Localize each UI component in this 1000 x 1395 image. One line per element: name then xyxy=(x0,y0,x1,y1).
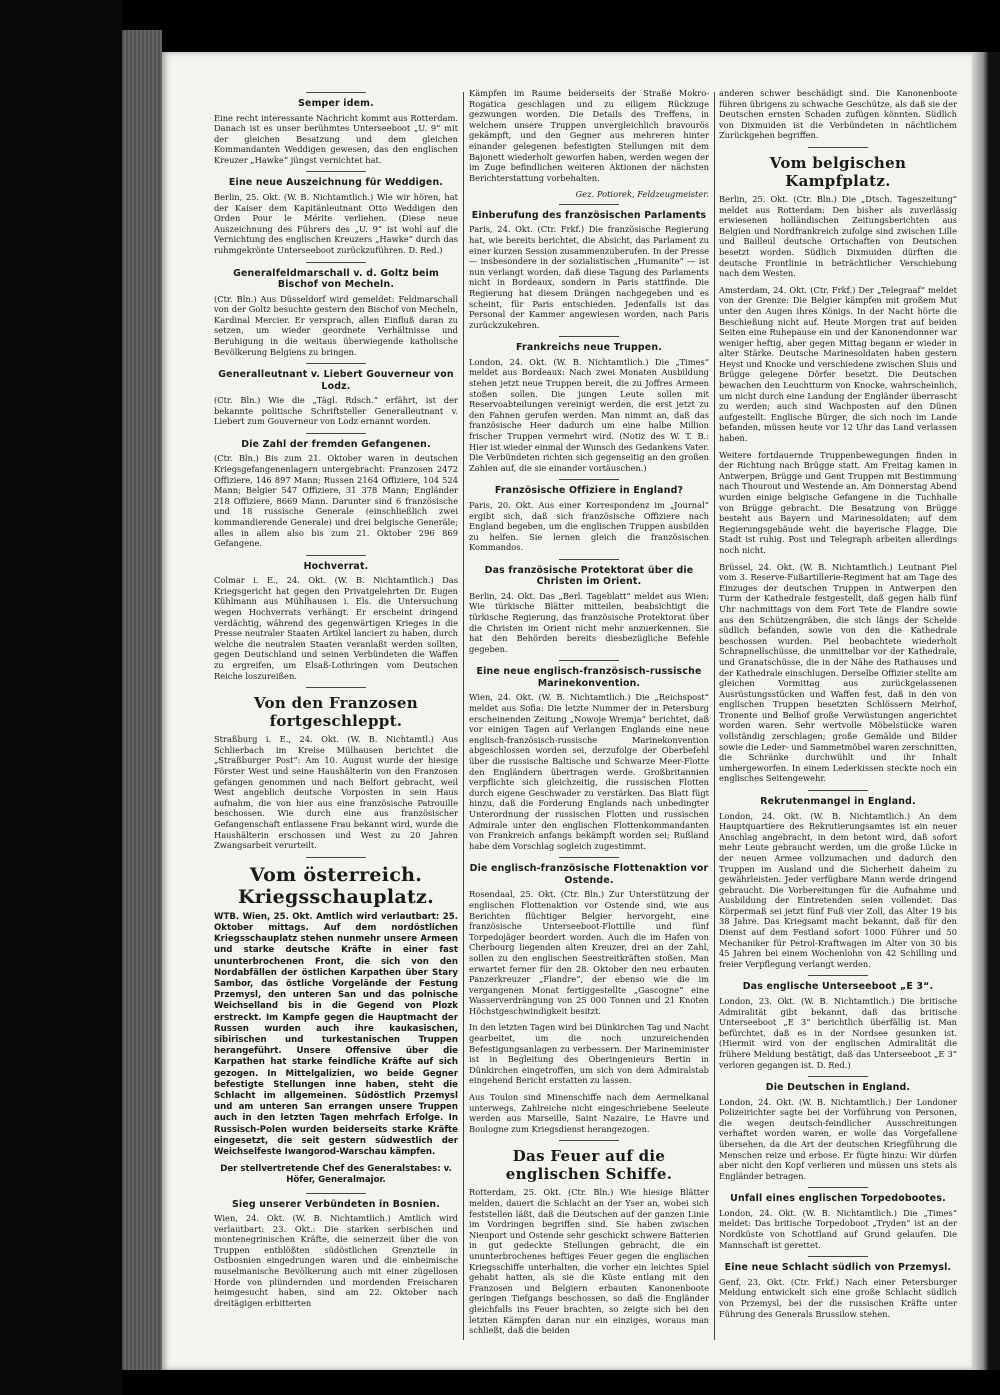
separator-rule xyxy=(808,975,868,976)
article-text: Amsterdam, 24. Okt. (Ctr. Frkf.) Der „Telegraaf“ meldet von der Grenze: Die Belgier kämpfen mit großem Mut unter den Augen ihres Königs. In der Nacht hörte die Beschießung nicht auf. Heute Morgen trat auf beiden Seiten eine Ruhepause ein und der Kanonendonner war weniger heftig, aber gegen Mittag begann er wieder in alter Stärke. Deutsche Marinesoldaten haben gestern Heyst und Knocke und verschiedene zwischen Sluis und Brügge gelegene Dörfer besetzt. Die Deutschen bewachen den Leuchtturm von Knocke, wahrscheinlich, um nicht durch eine Landung der Engländer überrascht zu werden; auch sind Wachposten auf den Dünen aufgestellt. Englische Bürger, die sich noch im Lande befanden, müssen heute vor 12 Uhr das Land verlassen haben. xyxy=(719,284,957,444)
article-text: Berlin, 25. Okt. (Ctr. Bln.) Die „Dtsch. Tageszeitung“ meldet aus Rotterdam: Den bisher als zuverlässig erwiesenen holländischen Zeitungsberichten aus Belgien und Nordfrankreich zufolge sind zwischen Lille und Bailleul deutsche Ortschaften von Deutschen besetzt worden. Südlich Dixmuiden dürften die deutsche Frontlinie in beträchtlicher Verschiebung nach dem Westen. xyxy=(719,193,957,279)
article-text: Wien, 24. Okt. (W. B. Nichtamtlich.) Die „Reichspost“ meldet aus Sofia: Die letzte Nummer der in Petersburg erscheinenden Zeitung „Nowoje Wremja“ berichtet, daß vor einigen Tagen auf Verlangen Englands eine neue englisch-französisch-russische Marinekonvention abgeschlossen worden sei, derzufolge der Oberbefehl über die russische Baltische und Schwarze Meer-Flotte den Engländern übertragen werde. Großbritannien verpflichte sich gleichzeitig, die russischen Flotten durch eigene Geschwader zu verstärken. Das Blatt fügt hinzu, daß die Forderung Englands nach unbedingter Unterordnung der russischen Flotten und russischen Admirale unter den englischen Flottenkommandanten von Frankreich anfangs bekämpft worden sei; Rußland habe dem Vorschlag sogleich zugestimmt. xyxy=(469,692,709,851)
article-text: In den letzten Tagen wird bei Dünkirchen Tag und Nacht gearbeitet, um die noch unzureichenden Befestigungsanlagen zu verbessern. Der Marineminister ist in Begleitung des Oberingenieurs Bertin in Dünkirchen eingetroffen, um sich von dem Admiralstab eingehend Bericht erstatten zu lassen. xyxy=(469,1022,709,1086)
separator-rule xyxy=(559,479,619,480)
article-text: (Ctr. Bln.) Wie die „Tägl. Rdsch.“ erfährt, ist der bekannte politische Schriftsteller Generalleutnant v. Liebert zum Gouverneur von Lodz ernannt worden. xyxy=(214,395,458,427)
article-heading: Die Zahl der fremden Gefangenen. xyxy=(241,438,431,450)
separator-rule xyxy=(306,92,366,93)
separator-rule xyxy=(306,687,366,688)
article-text: Eine recht interessante Nachricht kommt aus Rotterdam. Danach ist es unser berühmtes Unterseeboot „U. 9“ mit der gleichen Besatzung und dem gleichen Kommandanten Weddigen gewesen, das den englischen Kreuzer „Hawke“ jüngst vernichtet hat. xyxy=(214,112,458,165)
article-heading: Einberufung des französischen Parlaments xyxy=(471,209,707,221)
article-text: Straßburg i. E., 24. Okt. (W. B. Nichtamtl.) Aus Schlierbach im Kreise Mülhausen berichtet die „Straßburger Post“: Am 10. August wurde der hiesige Förster West und seine Haushälterin von den Franzosen gefangen genommen und nach Belfort gebracht, weil West angeblich deutsche Vorposten in sein Haus aufnahm, die von hier aus eine französische Patrouille beschossen. Wie durch eine aus französischer Gefangenschaft entlassene Frau bekannt wird, wurde die Haushälterin erschossen und West zu 20 Jahren Zwangsarbeit verurteilt. xyxy=(214,734,458,851)
article-text: anderen schwer beschädigt sind. Die Kanonenboote führen übrigens zu schwache Geschütze, als daß sie der Deutschen ernsten Schaden zufügen könnten. Südlich von Dixmuiden ist die Verbündeten in nächtlichem Zurückgehen begriffen. xyxy=(719,88,957,141)
separator-rule xyxy=(808,1187,868,1188)
bulletin-text: WTB. Wien, 25. Okt. Amtlich wird verlautbart: 25. Oktober mittags. Auf dem nordöstlichen Kriegsschauplatz stehen nunmehr unsere Armeen und starke deutsche Kräfte in einer fast ununterbrochenen Front, die sich von den Nordabfällen der östlichen Karpathen über Stary Sambor, das östliche Vorgelände der Festung Przemysl, den unteren San und das polnische Weichselland bis in die Gegend von Plozk erstreckt. Im Kampfe gegen die Hauptmacht der Russen wurden auch ihre kaukasischen, sibirischen und turkestanischen Truppen herangeführt. Unsere Offensive über die Karpathen hat starke feindliche Kräfte auf sich gezogen. In Mittelgalizien, wo beide Gegner befestigte Stellungen inne haben, steht die Schlacht im allgemeinen. Südöstlich Przemysl und am unteren San errangen unsere Truppen auch in den letzten Tagen mehrfach Erfolge. In Russisch-Polen wurden beiderseits starke Kräfte eingesetzt, die seit gestern südwestlich der Weichselfeste Iwangorod-Warschau kämpfen. xyxy=(214,911,458,1157)
separator-rule xyxy=(559,559,619,560)
article-heading: Eine neue Schlacht südlich von Przemysl. xyxy=(724,1262,952,1274)
article-heading: Generalleutnant v. Liebert Gouverneur von Lodz. xyxy=(218,369,454,392)
article-heading: Die englisch-französische Flottenaktion vor Ostende. xyxy=(469,863,709,886)
article-heading: Rekrutenmangel in England. xyxy=(760,796,916,808)
article-text: London, 23. Okt. (W. B. Nichtamtlich.) Die britische Admiralität gibt bekannt, daß das britische Unterseeboot „E 3“ berichtlich überfällig ist. Man befürchtet, daß es in der Nordsee gesunken ist. (Hiermit wird von der englischen Admiralität die frühere Meldung bestätigt, daß das Unterseeboot „E 3“ verloren gegangen ist. D. Red.) xyxy=(719,995,957,1070)
separator-rule xyxy=(306,171,366,172)
article-text: Colmar i. E., 24. Okt. (W. B. Nichtamtlich.) Das Kriegsgericht hat gegen den Privatgelehrten Dr. Eugen Kühlmann aus Mühlhausen i. Els. die Untersuchung wegen Hochverrats verhängt. Er erscheint dringend verdächtig, während des gegenwärtigen Krieges in die Presse neutraler Staaten Artikel lanciert zu haben, durch welche die neutralen Staaten veranlaßt werden sollten, gegen Deutschland und seinen Verbündeten die Waffen zu ergreifen, um Elsaß-Lothringen vom Deutschen Reiche loszureißen. xyxy=(214,575,458,681)
article-heading: Sieg unserer Verbündeten in Bosnien. xyxy=(231,1198,441,1210)
section-heading: Vom belgischen Kampfplatz. xyxy=(769,153,907,190)
section-heading: Von den Franzosen fortgeschleppt. xyxy=(254,694,418,731)
article-heading: Frankreichs neue Truppen. xyxy=(516,342,662,354)
article-heading: Eine neue Auszeichnung für Weddigen. xyxy=(228,177,444,189)
newspaper-page xyxy=(162,52,972,1370)
article-text: Aus Toulon sind Minenschiffe nach dem Aermelkanal unterwegs. Zahlreiche nicht eingeschriebene Seeleute werden aus Marseille, Saint Nazaire, Le Havre und Boulogne zum Kriegsdienst herangezogen. xyxy=(469,1092,709,1134)
separator-rule xyxy=(559,336,619,337)
article-text: Brüssel, 24. Okt. (W. B. Nichtamtlich.) Leutnant Piel vom 3. Reserve-Fußartillerie-Regiment hat am Tage des Einzuges der deutschen Truppen in Antwerpen den Turm der Kathedrale festgestellt, daß gegen halb fünf Uhr nachmittags von dem Fort Tete de Flandre sowie aus den Schützengräben, die sich längs der Schelde südlich befanden, sowie von den die Kathedrale beschossen wurden. Piel beobachtete wiederholt Schrapnellschüsse, die unmittelbar vor der Kathedrale, und Granatschüsse, die in der Nähe des Rathauses und der Kathedrale einschlugen. Derselbe Offizier stellte am gleichen Vormittag aus zurückgelassenen Ausrüstungsstücken und Waffen fest, daß in den von englischen Truppen besetzten Schlössern Meirhof, Tronente und Belhof große Verwüstungen angerichtet worden waren. Sehr wertvolle Möbelstücke waren vollständig zerschlagen; große Gemälde und Bilder sowie die Leder- und Sammetmöbel waren zerschnitten, die Schränke durchwühlt und ihr Inhalt umhergeworfen. In einem Lederkissen steckte noch ein englisches Seitengewehr. xyxy=(719,561,957,784)
article-text: Paris, 24. Okt. (Ctr. Frkf.) Die französische Regierung hat, wie bereits berichtet, die Absicht, das Parlament zu einer kurzen Session zusammenzuberufen. In der Presse — insbesondere in der sozialistischen „Humanite“ — ist nun verlangt worden, daß diese Tagung des Parlaments nicht in Bordeaux, sondern in Paris stattfinde. Die Regierung hat diesem Drängen nachgegeben und es scheint, für Paris entschieden. Jedenfalls ist das Personal der Kammer angewiesen worden, nach Paris zurückzukehren. xyxy=(469,224,709,330)
article-heading: Das englische Unterseeboot „E 3“. xyxy=(742,981,934,993)
separator-rule xyxy=(559,204,619,205)
section-heading: Vom österreich. Kriegsschauplatz. xyxy=(237,863,435,908)
article-heading: Semper idem. xyxy=(298,98,374,109)
page-edge xyxy=(972,52,1000,1370)
article-text: Weitere fortdauernde Truppenbewegungen finden in der Richtung nach Brügge statt. Am Freitag kamen in Antwerpen, Brügge und Gent Truppen mit Bestimmung nach Thourout und Westende an. Am Donnerstag Abend wurden einige belgische Gefangene in die Tuchhalle von Brügge gebracht. Die Besatzung von Brügge besteht aus Bayern und Marinesoldaten; auf dem Regierungsgebäude weht die bayerische Flagge. Die Stadt ist ruhig. Post und Telegraph arbeiten allerdings noch nicht. xyxy=(719,449,957,555)
separator-rule xyxy=(808,147,868,148)
article-text: Genf, 23. Okt. (Ctr. Frkf.) Nach einer Petersburger Meldung entwickelt sich eine große Schlacht südlich von Przemysl, bei der die russischen Kräfte unter Führung des Generals Brussilow stehen. xyxy=(719,1276,957,1319)
column-1 xyxy=(214,88,458,1362)
article-text: Wien, 24. Okt. (W. B. Nichtamtlich.) Amtlich wird verlautbart: 23. Okt.: Die starken serbischen und montenegrinischen Kräfte, die seinerzeit über die von Truppen entblößten südöstlichen Grenzteile in Ostbosnien eingedrungen waren und die einheimische muselmanische Bevölkerung auch mit einer zügellosen Horde von plündernden und mordenden Freischaren heimgesucht haben, sind am 22. Oktober nach dreitägigen erbitterten xyxy=(214,1213,458,1308)
separator-rule xyxy=(306,363,366,364)
column-rule xyxy=(463,92,464,1340)
separator-rule xyxy=(306,857,366,858)
article-heading: Das französische Protektorat über die Christen im Orient. xyxy=(484,564,694,588)
separator-rule xyxy=(559,1140,619,1141)
article-text: Paris, 20. Okt. Aus einer Korrespondenz im „Journal“ ergibt sich, daß sich französische Offiziere nach England begeben, um die englischen Truppen ausbilden zu helfen. Sie lernen gleich die französischen Kommandos. xyxy=(469,499,709,553)
separator-rule xyxy=(808,1076,868,1077)
article-text: Berlin, 25. Okt. (W. B. Nichtamtlich.) Wie wir hören, hat der Kaiser dem Kapitänleutnant Otto Weddigen den Orden Pour le Mérite verliehen. (Diese neue Auszeichnung des Führers des „U. 9“ ist wohl auf die Vernichtung des englischen Kreuzers „Hawke“ durch das ruhmgekrönte Unterseeboot zurückzuführen. D. Red.) xyxy=(214,191,458,255)
separator-rule xyxy=(306,1193,366,1194)
bulletin-signature: Der stellvertretende Chef des Generalstabes: v. Höfer, Generalmajor. xyxy=(220,1164,452,1186)
column-2 xyxy=(469,88,709,1362)
separator-rule xyxy=(306,555,366,556)
book-spine xyxy=(122,30,162,1370)
section-heading: Das Feuer auf die englischen Schiffe. xyxy=(505,1147,673,1184)
separator-rule xyxy=(306,433,366,434)
article-heading: Unfall eines englischen Torpedobootes. xyxy=(730,1193,946,1205)
article-text: London, 24. Okt. (W. B. Nichtamtlich.) An dem Hauptquartiere des Rekrutierungsamtes ist ein neuer Anschlag angebracht, in dem betont wird, daß sofort mehr Leute gebraucht werden, um die große Lücke in der neuen Armee vollzumachen und dadurch den Truppen im Ausland und die Sicherheit daheim zu gewährleisten. Jeder verfügbare Mann werde dringend gebraucht. Die Vorbereitungen für die Aufnahme und Ausbildung der Eintretenden seien vollendet. Das Körpermaß sei jetzt fünf Fuß vier Zoll, das Alter 19 bis 38 Jahre. Das Kriegsamt macht bekannt, daß für den Dienst auf dem Festland sofort 1000 Führer und 50 Mechaniker für Petrol-Kraftwagen im Alter von 30 bis 45 Jahren bei einem Wochenlohn von 42 Schilling und freier Verpflegung verlangt werden. xyxy=(719,810,957,969)
article-text: Kämpfen im Raume beiderseits der Straße Mokro-Rogatica geschlagen und zu eiligem Rückzuge gezwungen worden. Die Details des Treffens, in welchem unsere Truppen unvergleichlich bravourös gekämpft, und den Gegner aus mehreren hinter einander gelegenen befestigten Stellungen mit dem Bajonett wiederholt geworfen haben, werden wegen der im Zuge befindlichen weiteren Aktionen der nächsten Berichterstattung vorbehalten. xyxy=(469,88,709,183)
article-heading: Französische Offiziere in England? xyxy=(494,485,684,497)
column-3 xyxy=(719,88,957,1362)
article-text: (Ctr. Bln.) Bis zum 21. Oktober waren in deutschen Kriegsgefangenenlagern untergebracht: Franzosen 2472 Offiziere, 146 897 Mann; Russen 2164 Offiziere, 104 524 Mann; Belgier 547 Offiziere, 31 378 Mann; Engländer 218 Offiziere, 8669 Mann. Darunter sind 6 französische und 18 russische Generale (einschließlich zwei kommandierende Generale) und drei belgische Generäle; alles in allem also bis zum 21. Oktober 296 869 Gefangene. xyxy=(214,453,458,549)
separator-rule xyxy=(306,262,366,263)
separator-rule xyxy=(559,857,619,858)
column-rule xyxy=(714,92,715,1340)
separator-rule xyxy=(808,790,868,791)
article-text: London, 24. Okt. (W. B. Nichtamtlich.) Die „Times“ meldet aus Bordeaux: Nach zwei Monaten Ausbildung stehen jetzt neue Truppen bereit, die zu Joffres Armeen stoßen sollen. Die jungen Leute sollen mit Reservoabteilungen vereinigt werden, die erst jetzt zu den Fahnen gerufen werden. Man nimmt an, daß das französische Heer dadurch um eine halbe Million frischer Truppen vermehrt wird. (Notiz des W. T. B.: Hier ist wieder einmal der Wunsch des Gedankens Vater. Die Verbündeten richten sich gegenseitig an den großen Zahlen auf, die sie einander vortäuschen.) xyxy=(469,356,709,473)
separator-rule xyxy=(808,1256,868,1257)
article-text: London, 24. Okt. (W. B. Nichtamtlich.) Die „Times“ meldet: Das britische Torpedoboot „Tryden“ ist an der Nordküste von Schottland auf Grund gelaufen. Die Mannschaft ist gerettet. xyxy=(719,1207,957,1250)
separator-rule xyxy=(559,660,619,661)
article-heading: Die Deutschen in England. xyxy=(765,1082,911,1094)
signature: Gez. Potiorek, Feldzeugmeister. xyxy=(575,189,709,200)
article-text: (Ctr. Bln.) Aus Düsseldorf wird gemeldet: Feldmarschall von der Goltz besuchte gestern den Bischof von Mecheln, Kardinal Mercier. Er versprach, allen Einfluß daran zu setzen, um wieder geordnete Verhältnisse und Beruhigung in die weitaus überwiegende katholische Bevölkerung Belgiens zu bringen. xyxy=(214,293,458,357)
article-text: London, 24. Okt. (W. B. Nichtamtlich.) Der Londoner Polizeirichter sagte bei der Vorführung von Personen, die wegen deutsch-feindlicher Ausschreitungen verhaftet worden waren, er wolle das Vorgefallene übersehen, da die Art der deutschen Kriegführung die Menschen reize und erbose. Er fügte hinzu: Wir dürfen aber nicht den Kopf verlieren und müssen uns stets als Engländer betragen. xyxy=(719,1096,957,1181)
article-heading: Eine neue englisch-französisch-russische Marinekonvention. xyxy=(476,666,702,689)
article-text: Berlin, 24. Okt. Das „Berl. Tageblatt“ meldet aus Wien: Wie türkische Blätter mitteilen, beabsichtigt die türkische Regierung, das französische Protektorat über die Christen im Orient nicht mehr anzuerkennen. Sie hat den Behörden bereits diesbezügliche Befehle gegeben. xyxy=(469,590,709,654)
article-text: Rosendaal, 25. Okt. (Ctr. Bln.) Zur Unterstützung der englischen Flottenaktion vor Ostende sind, wie aus Berichten flüchtiger Belgier hervorgeht, eine französische Unterseeboot-Flottille und fünf Torpedojäger beordert worden. Auch die im Hafen von Cherbourg liegenden alten Kreuzer, drei an der Zahl, sollen zu den englischen Seestreitkräften stoßen. Man erwartet ferner für den 28. Oktober den neu erbauten Panzerkreuzer „Flandre“, der ebenso wie die im vergangenen Monat fertiggestellte „Gascogne“ eine Wasserverdrängung von 25 000 Tonnen und 21 Knoten Höchstgeschwindigkeit besitzt. xyxy=(469,889,709,1016)
article-heading: Hochverrat. xyxy=(303,560,369,572)
article-heading: Generalfeldmarschall v. d. Goltz beim Bischof von Mecheln. xyxy=(233,267,439,291)
scan-background xyxy=(0,0,122,1395)
article-text: Rotterdam, 25. Okt. (Ctr. Bln.) Wie hiesige Blätter melden, dauert die Schlacht an der Yser an, wobei sich feststellen läßt, daß die Deutschen auf der ganzen Linie im Vordringen begriffen sind. Sie haben zwischen Nieuport und Ostende sehr geschickt schwere Batterien in gut gedeckte Stellungen gebracht, die ein ununterbrochenes heftiges Feuer gegen die englischen Kriegsschiffe unterhalten, die vorher ein leichtes Spiel gehabt hatten, als sie die Küste entlang mit den Franzosen und Belgiern erbauten Kanonenboote geringen Tiefgangs beschossen, so daß die Engländer gleichfalls ins Feuer brachten, so zeigte sich bei den letzten Kämpfen daran nur ein einziges, woraus man schließt, daß die beiden xyxy=(469,1187,709,1336)
